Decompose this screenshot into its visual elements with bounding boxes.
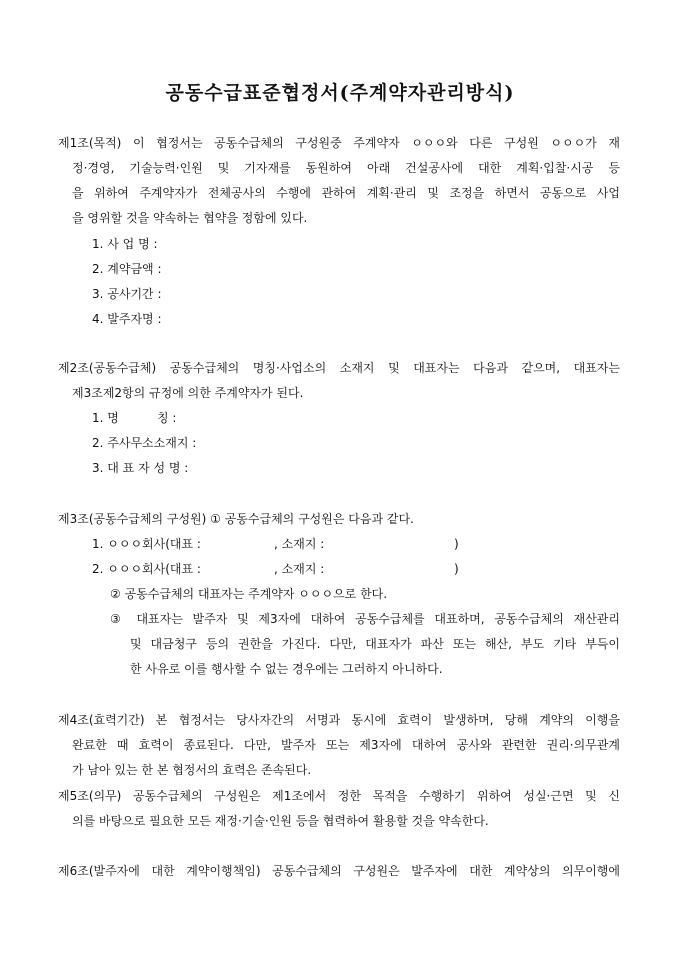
article-4-line-3: 가 남아 있는 한 본 협정서의 효력은 존속된다.: [72, 763, 312, 777]
article-1-item-project-name: 1. 사 업 명 :: [92, 237, 158, 251]
article-1-line-1: 제1조(목적) 이 협정서는 공동수급체의 구성원중 주계약자 ㅇㅇㅇ와 다른 구성원 ㅇㅇㅇ가 재: [58, 136, 620, 150]
article-3-paragraph-3-line-2: 및 대금청구 등의 권한을 가진다. 다만, 대표자가 파산 또는 해산, 부도 기타 부득이: [130, 637, 620, 651]
article-2-item-representative: 3. 대 표 자 성 명 :: [92, 461, 189, 475]
member-1-close: ): [454, 537, 459, 551]
member-1-location: , 소재지 :: [274, 537, 325, 551]
article-2-line-2: 제3조제2항의 규정에 의한 주계약자가 된다.: [72, 386, 304, 400]
article-1-line-2: 정·경영, 기술능력·인원 및 기자재를 동원하여 아래 건설공사에 대한 계획·입찰·시공 등: [72, 161, 620, 175]
article-5-line-1: 제5조(의무) 공동수급체의 구성원은 제1조에서 정한 목적을 수행하기 위하여 성실·근면 및 신: [58, 789, 620, 803]
member-2-close: ): [454, 562, 459, 576]
article-2-line-1: 제2조(공동수급체) 공동수급체의 명칭·사업소의 소재지 및 대표자는 다음과 같으며, 대표자는: [58, 361, 620, 375]
article-1-item-construction-period: 3. 공사기간 :: [92, 287, 162, 301]
article-3-paragraph-2: ② 공동수급체의 대표자는 주계약자 ㅇㅇㅇ으로 한다.: [110, 587, 388, 601]
article-1-line-3: 을 위하여 주계약자가 전체공사의 수행에 관하여 계획·관리 및 조정을 하면서 공동으로 사업: [72, 186, 620, 200]
article-3-line-1: 제3조(공동수급체의 구성원) ① 공동수급체의 구성원은 다음과 같다.: [58, 512, 414, 526]
member-1-company: 1. ㅇㅇㅇ회사(대표 :: [92, 537, 201, 551]
article-1-item-contract-amount: 2. 계약금액 :: [92, 262, 162, 276]
article-5-line-2: 의를 바탕으로 필요한 모든 재정·기술·인원 등을 협력하여 활용할 것을 약속한다.: [72, 814, 489, 828]
article-4-line-1: 제4조(효력기간) 본 협정서는 당사자간의 서명과 동시에 효력이 발생하며, 당해 계약의 이행을: [58, 713, 620, 727]
article-2-item-main-office: 2. 주사무소소재지 :: [92, 436, 197, 450]
document-title: 공동수급표준협정서(주계약자관리방식): [165, 82, 515, 104]
article-4-line-2: 완료한 때 효력이 종료된다. 다만, 발주자 또는 제3자에 대하여 공사와 관련한 권리·의무관계: [72, 738, 620, 752]
article-1-line-4: 을 영위할 것을 약속하는 협약을 정함에 있다.: [72, 211, 308, 225]
article-3-paragraph-3-line-3: 한 사유로 이를 행사할 수 없는 경우에는 그러하지 아니하다.: [130, 662, 443, 676]
article-6-line-1: 제6조(발주자에 대한 계약이행책임) 공동수급체의 구성원은 발주자에 대한 계약상의 의무이행에: [58, 864, 620, 878]
member-2-company: 2. ㅇㅇㅇ회사(대표 :: [92, 562, 201, 576]
article-1-item-client-name: 4. 발주자명 :: [92, 312, 162, 326]
article-3-paragraph-3-line-1: ③ 대표자는 발주자 및 제3자에 대하여 공동수급체를 대표하며, 공동수급체의 재산관리: [110, 612, 620, 626]
article-2-item-name: 1. 명 칭 :: [92, 411, 177, 425]
member-2-location: , 소재지 :: [274, 562, 325, 576]
